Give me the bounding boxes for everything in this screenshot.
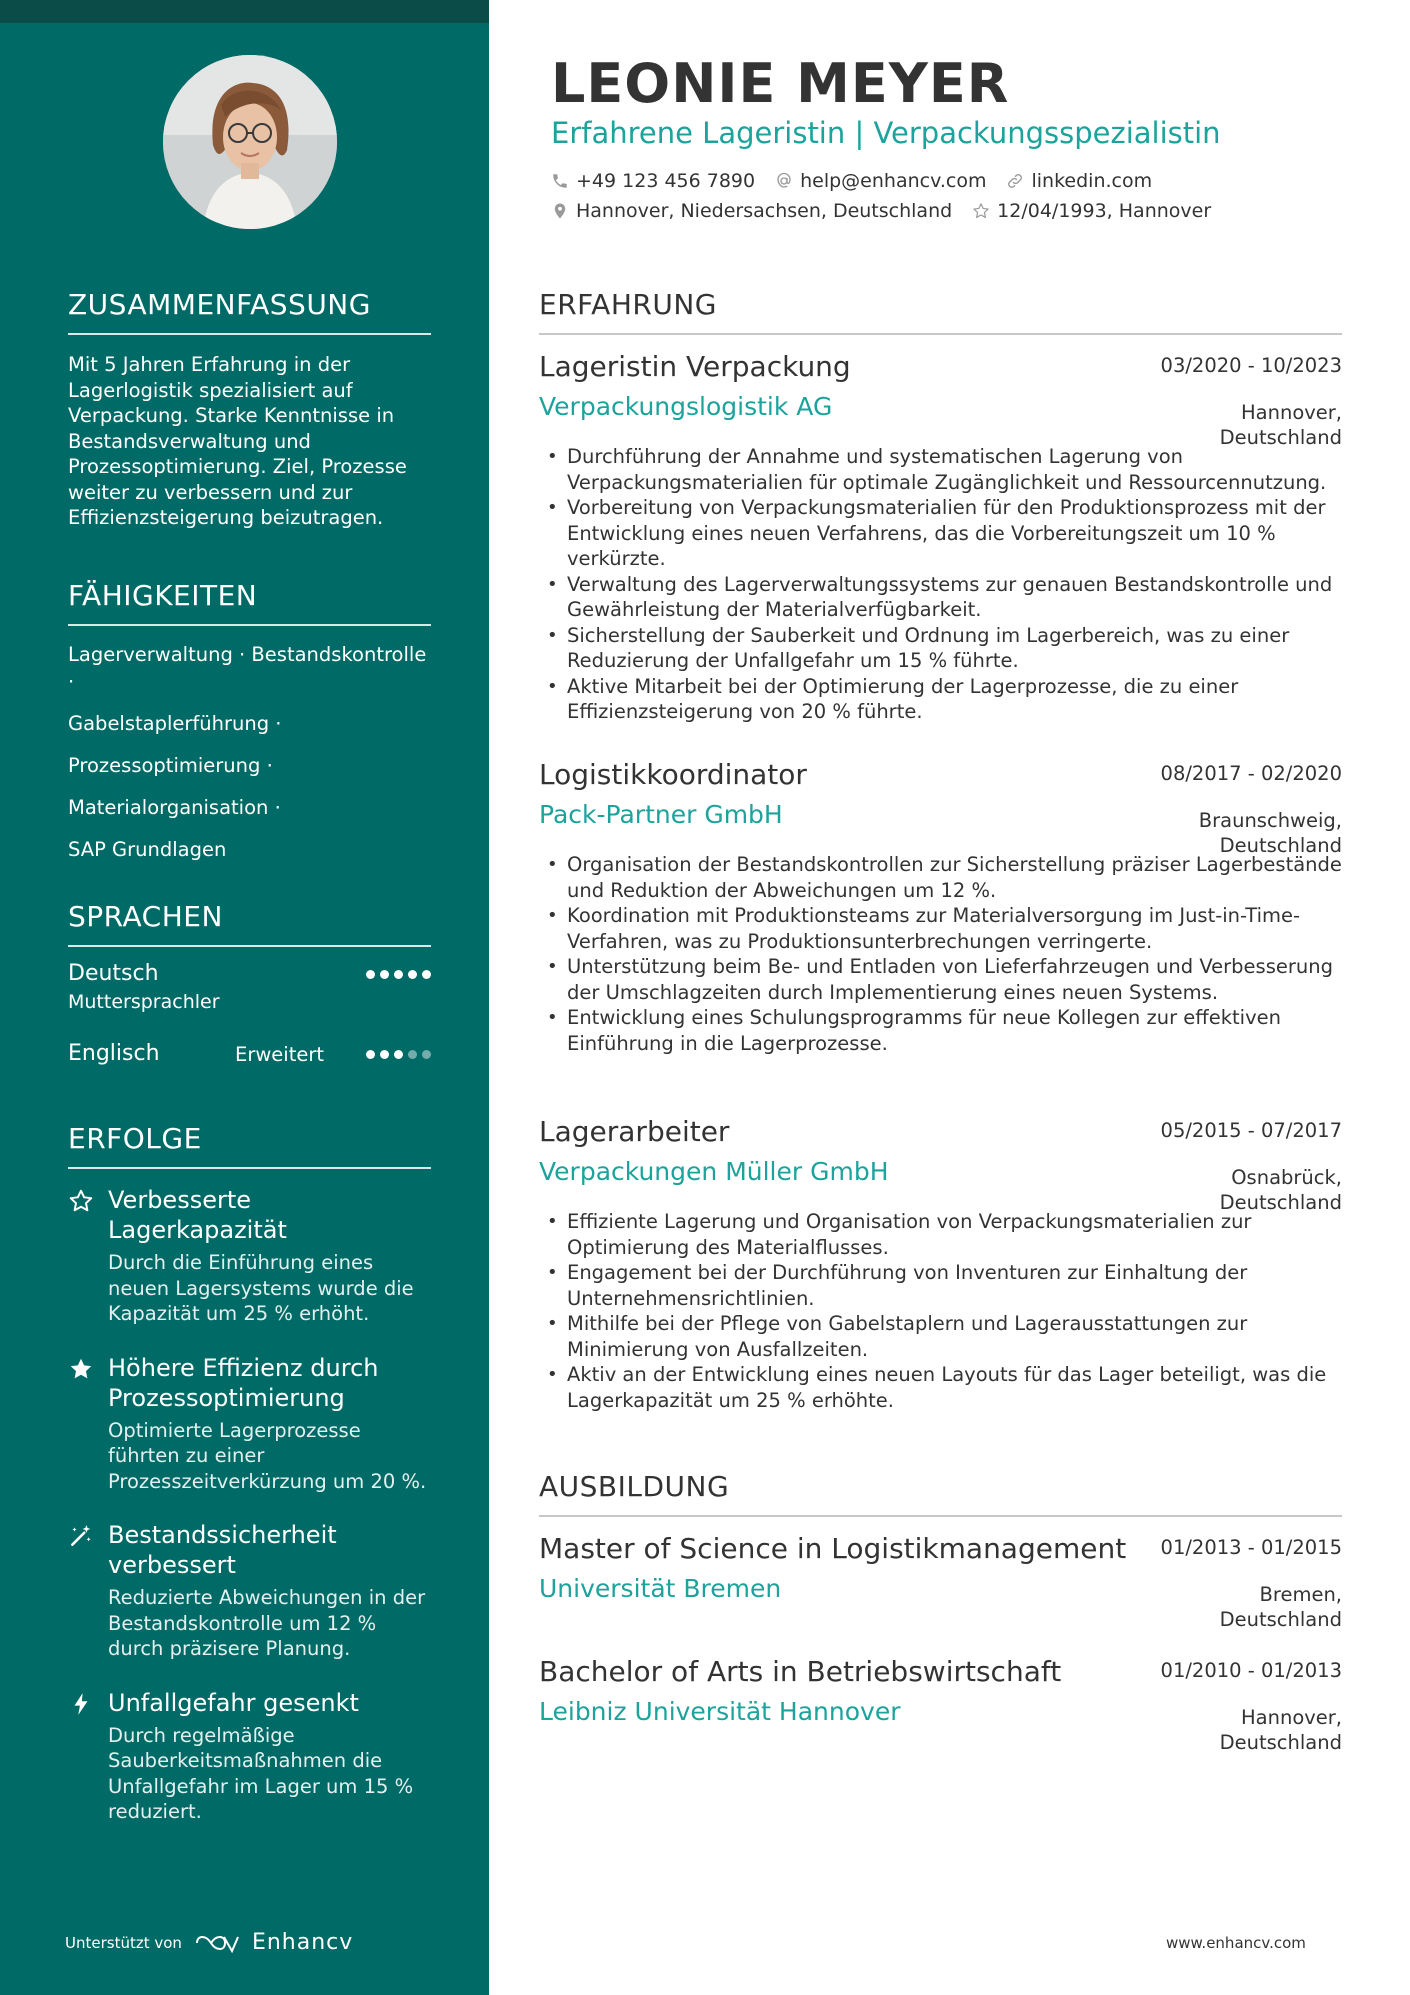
level-dot [380, 970, 389, 979]
brand-name: Enhancv [251, 1930, 354, 1955]
skill-item: Lagerverwaltung · Bestandskontrolle · [68, 643, 427, 693]
job-dates: 05/2015 - 07/2017 [1160, 1119, 1342, 1142]
language-row [68, 961, 431, 1041]
skill-item: SAP Grundlagen [68, 838, 227, 861]
job-bullets [539, 852, 1342, 1056]
job-dates: 08/2017 - 02/2020 [1160, 762, 1342, 785]
job-bullet: • Aktive Mitarbeit bei der Optimierung der Lagerprozesse, die zu einer Effizienzsteigerung von 20 % führte. [539, 674, 1342, 725]
education-title: AUSBILDUNG [539, 1470, 1342, 1517]
at-sign-icon [775, 172, 793, 190]
job-company: Verpackungslogistik AG [539, 392, 833, 421]
job-bullet: • Unterstützung beim Be- und Entladen von Lieferfahrzeugen und Verbesserung der Umschlagzeiten durch Implementierung eines neuen Systems. [539, 954, 1342, 1005]
job-bullet: • Aktiv an der Entwicklung eines neuen Layouts für das Lager beteiligt, was die Lagerkapazität um 25 % erhöhte. [539, 1362, 1342, 1413]
job-entry [539, 1115, 1342, 1413]
summary-title: ZUSAMMENFASSUNG [68, 288, 431, 335]
languages-title: SPRACHEN [68, 900, 431, 947]
school-name: Leibniz Universität Hannover [539, 1697, 901, 1726]
achievement-item [68, 1688, 431, 1825]
job-title: Lagerarbeiter [539, 1115, 730, 1148]
degree-title: Master of Science in Logistikmanagement [539, 1532, 1127, 1565]
job-title: Lageristin Verpackung [539, 350, 851, 383]
achievement-desc: Reduzierte Abweichungen in der Bestandskontrolle um 12 % durch präzisere Planung. [108, 1586, 426, 1660]
language-level: Erweitert [235, 1043, 325, 1066]
achievement-desc: Optimierte Lagerprozesse führten zu einer Prozesszeitverkürzung um 20 %. [108, 1418, 427, 1493]
powered-by [65, 1930, 353, 1955]
job-bullet: • Vorbereitung von Verpackungsmaterialien für den Produktionsprozess mit der Entwicklung eines neuen Verfahrens, das die Vorbereitungszeit um 10 % verkürzte. [539, 495, 1342, 572]
skills-title: FÄHIGKEITEN [68, 579, 431, 626]
job-bullet: • Durchführung der Annahme und systematischen Lagerung von Verpackungsmaterialien für optimale Zugänglichkeit und Ressourcennutzung. [539, 444, 1342, 495]
job-bullet: • Organisation der Bestandskontrollen zur Sicherstellung präziser Lagerbestände und Reduktion der Abweichungen um 12 %. [539, 852, 1342, 903]
contact-location [551, 200, 952, 222]
job-dates: 03/2020 - 10/2023 [1160, 354, 1342, 377]
education-location: Hannover, Deutschland [1219, 1706, 1342, 1754]
achievements-section [68, 1122, 431, 1825]
link-icon [1006, 172, 1024, 190]
languages-section [68, 900, 431, 1081]
job-entry [539, 350, 1342, 725]
achievement-title: Bestandssicherheit verbessert [108, 1521, 337, 1579]
phone-text: +49 123 456 7890 [576, 170, 756, 192]
achievement-title: Höhere Effizienz durch Prozessoptimierung [108, 1353, 379, 1412]
job-bullet: • Koordination mit Produktionsteams zur Materialversorgung im Just-in-Time-Verfahren, was zu Produktionsunterbrechungen verringerte. [539, 903, 1342, 954]
level-dot [422, 1050, 431, 1059]
skill-item: Gabelstaplerführung · [68, 712, 282, 735]
education-dates: 01/2010 - 01/2013 [1160, 1659, 1342, 1682]
skills-section [68, 579, 431, 863]
powered-by-label: Unterstützt von [65, 1933, 182, 1952]
job-entry [539, 758, 1342, 1056]
job-company: Pack-Partner GmbH [539, 800, 783, 829]
job-bullet: • Entwicklung eines Schulungsprogramms für neue Kollegen zur effektiven Einführung in die Lagerprozesse. [539, 1005, 1342, 1056]
job-bullets [539, 1209, 1342, 1413]
job-bullet: • Verwaltung des Lagerverwaltungssystems zur genauen Bestandskontrolle und Gewährleistung der Materialverfügbarkeit. [539, 572, 1342, 623]
achievement-title: Verbesserte Lagerkapazität [108, 1186, 287, 1244]
contact-linkedin[interactable] [1006, 170, 1152, 192]
language-name: Englisch [68, 1041, 160, 1066]
job-location: Osnabrück, Deutschland [1219, 1166, 1342, 1214]
language-level: Muttersprachler [68, 991, 220, 1013]
level-dot [422, 970, 431, 979]
education-entry [539, 1655, 1342, 1754]
job-bullets [539, 444, 1342, 725]
magic-wand-icon [68, 1523, 94, 1549]
job-bullet: • Sicherstellung der Sauberkeit und Ordnung im Lagerbereich, was zu einer Reduzierung der Unfallgefahr um 15 % führte. [539, 623, 1342, 674]
summary-text: Mit 5 Jahren Erfahrung in der Lagerlogistik spezialisiert auf Verpackung. Starke Kenntnisse in Bestandsverwaltung und Prozessoptimierung. Ziel, Prozesse weiter zu verbessern und zur Effizienzsteigerung beizutragen. [68, 353, 407, 529]
achievement-item [68, 1185, 431, 1327]
profile-photo [163, 55, 337, 229]
language-row [68, 1041, 431, 1081]
star-outline-icon [972, 202, 990, 220]
skill-item: Materialorganisation · [68, 796, 281, 819]
contact-phone [551, 170, 755, 192]
summary-section [68, 288, 431, 531]
location-text: Hannover, Niedersachsen, Deutschland [576, 200, 953, 222]
language-dots [366, 1050, 431, 1059]
location-pin-icon [551, 202, 569, 220]
job-bullet: • Effiziente Lagerung und Organisation von Verpackungsmaterialien zur Optimierung des Materialflusses. [539, 1209, 1342, 1260]
level-dot [394, 1050, 403, 1059]
phone-icon [551, 172, 569, 190]
achievements-title: ERFOLGE [68, 1122, 431, 1169]
education-dates: 01/2013 - 01/2015 [1160, 1536, 1342, 1559]
skill-item: Prozessoptimierung · [68, 754, 273, 777]
experience-title: ERFAHRUNG [539, 288, 1342, 335]
achievement-desc: Durch regelmäßige Sauberkeitsmaßnahmen die Unfallgefahr im Lager um 15 % reduziert. [108, 1723, 414, 1823]
level-dot [394, 970, 403, 979]
achievement-item [68, 1353, 431, 1495]
education-location: Bremen, Deutschland [1219, 1583, 1342, 1631]
school-name: Universität Bremen [539, 1574, 782, 1603]
sidebar [0, 0, 489, 1995]
achievement-item [68, 1520, 431, 1662]
achievement-desc: Durch die Einführung eines neuen Lagersystems wurde die Kapazität um 25 % erhöht. [108, 1251, 414, 1325]
star-outline-icon [68, 1188, 94, 1214]
candidate-name: LEONIE MEYER [551, 52, 1010, 115]
candidate-headline: Erfahrene Lageristin | Verpackungsspezialistin [551, 116, 1221, 150]
job-company: Verpackungen Müller GmbH [539, 1157, 889, 1186]
job-location: Braunschweig, Deutschland [1198, 809, 1342, 857]
lightning-icon [68, 1691, 94, 1717]
enhancv-logo-icon [194, 1932, 240, 1954]
contact-info [551, 170, 1341, 230]
job-bullet: • Mithilfe bei der Pflege von Gabelstaplern und Lagerausstattungen zur Minimierung von Ausfallzeiten. [539, 1311, 1342, 1362]
email-text: help@enhancv.com [800, 170, 987, 192]
job-location: Hannover, Deutschland [1219, 401, 1342, 449]
degree-title: Bachelor of Arts in Betriebswirtschaft [539, 1655, 1062, 1688]
level-dot [408, 1050, 417, 1059]
website-link[interactable]: www.enhancv.com [1166, 1934, 1306, 1952]
language-dots [366, 970, 431, 979]
level-dot [380, 1050, 389, 1059]
contact-birth [972, 200, 1211, 222]
achievement-title: Unfallgefahr gesenkt [108, 1688, 359, 1717]
birth-text: 12/04/1993, Hannover [997, 200, 1212, 222]
level-dot [366, 1050, 375, 1059]
contact-email[interactable] [775, 170, 986, 192]
job-bullet: • Engagement bei der Durchführung von Inventuren zur Einhaltung der Unternehmensrichtlinien. [539, 1260, 1342, 1311]
sidebar-top-bar [0, 0, 489, 23]
job-title: Logistikkoordinator [539, 758, 807, 791]
level-dot [366, 970, 375, 979]
language-name: Deutsch [68, 961, 159, 986]
level-dot [408, 970, 417, 979]
education-entry [539, 1532, 1342, 1631]
star-filled-icon [68, 1356, 94, 1382]
linkedin-text: linkedin.com [1031, 170, 1153, 192]
